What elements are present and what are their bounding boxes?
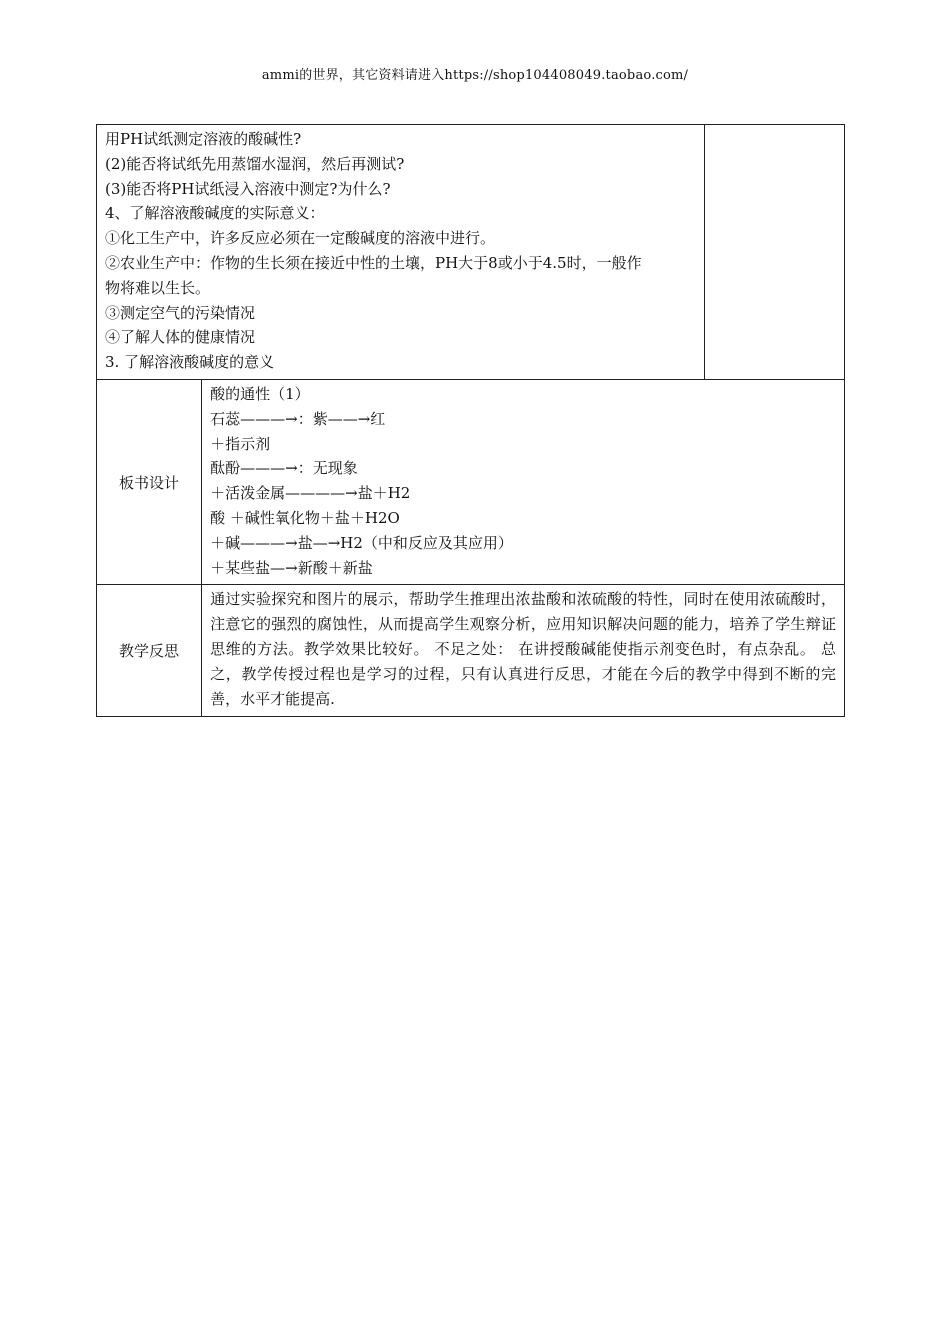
content-cell xyxy=(97,125,705,380)
content-line: 3. 了解溶液酸碱度的意义 xyxy=(105,353,275,372)
content-line: 物将难以生长。 xyxy=(105,278,211,297)
board-line: ＋某些盐—→新酸＋新盐 xyxy=(210,558,373,577)
board-line: 酸 ＋碱性氧化物＋盐＋H2O xyxy=(210,508,400,527)
table-row xyxy=(97,379,845,584)
content-lines xyxy=(97,125,704,379)
lesson-table xyxy=(96,124,845,717)
board-line: ＋活泼金属————→盐＋H2 xyxy=(210,484,411,503)
board-line: ＋指示剂 xyxy=(210,434,271,453)
table-row xyxy=(97,585,845,717)
board-lines xyxy=(202,380,844,584)
content-line: 4、了解溶液酸碱度的实际意义： xyxy=(105,204,325,223)
table-row xyxy=(97,125,845,380)
notes-cell xyxy=(704,125,844,380)
board-line: 石蕊———→：紫——→红 xyxy=(210,409,386,428)
content-line: (3)能否将PH试纸浸入溶液中测定?为什么? xyxy=(105,179,391,198)
reflection-text: 通过实验探究和图片的展示，帮助学生推理出浓盐酸和浓硫酸的特性，同时在使用浓硫酸时，注意它的强烈的腐蚀性，从而提高学生观察分析，应用知识解决问题的能力，培养了学生辩证思维的方法。教学效果比较好。 不足之处： 在讲授酸碱能使指示剂变色时，有点杂乱。 总之，教学传授过程也是学习的过程，只有认真进行反思，才能在今后的教学中得到不断的完善，水平才能提高. xyxy=(210,590,836,709)
board-design-label: 板书设计 xyxy=(97,379,202,584)
board-design-cell xyxy=(202,379,845,584)
content-line: ④了解人体的健康情况 xyxy=(105,328,256,347)
page-header: ammi的世界，其它资料请进入https://shop104408049.taobao.com/ xyxy=(261,68,689,83)
content-line: ①化工生产中，许多反应必须在一定酸碱度的溶液中进行。 xyxy=(105,229,496,248)
board-line: ＋碱———→盐—→H2（中和反应及其应用） xyxy=(210,533,513,552)
board-line: 酸的通性（1） xyxy=(210,384,310,403)
content-line: ②农业生产中：作物的生长须在接近中性的土壤，PH大于8或小于4.5时，一般作 xyxy=(105,253,642,272)
board-line: 酞酚———→：无现象 xyxy=(210,459,358,478)
reflection-cell xyxy=(202,585,845,717)
reflection-label: 教学反思 xyxy=(97,585,202,717)
content-line: 用PH试纸测定溶液的酸碱性? xyxy=(105,130,302,148)
content-line: (2)能否将试纸先用蒸馏水湿润，然后再测试? xyxy=(105,154,405,173)
content-line: ③测定空气的污染情况 xyxy=(105,303,256,322)
